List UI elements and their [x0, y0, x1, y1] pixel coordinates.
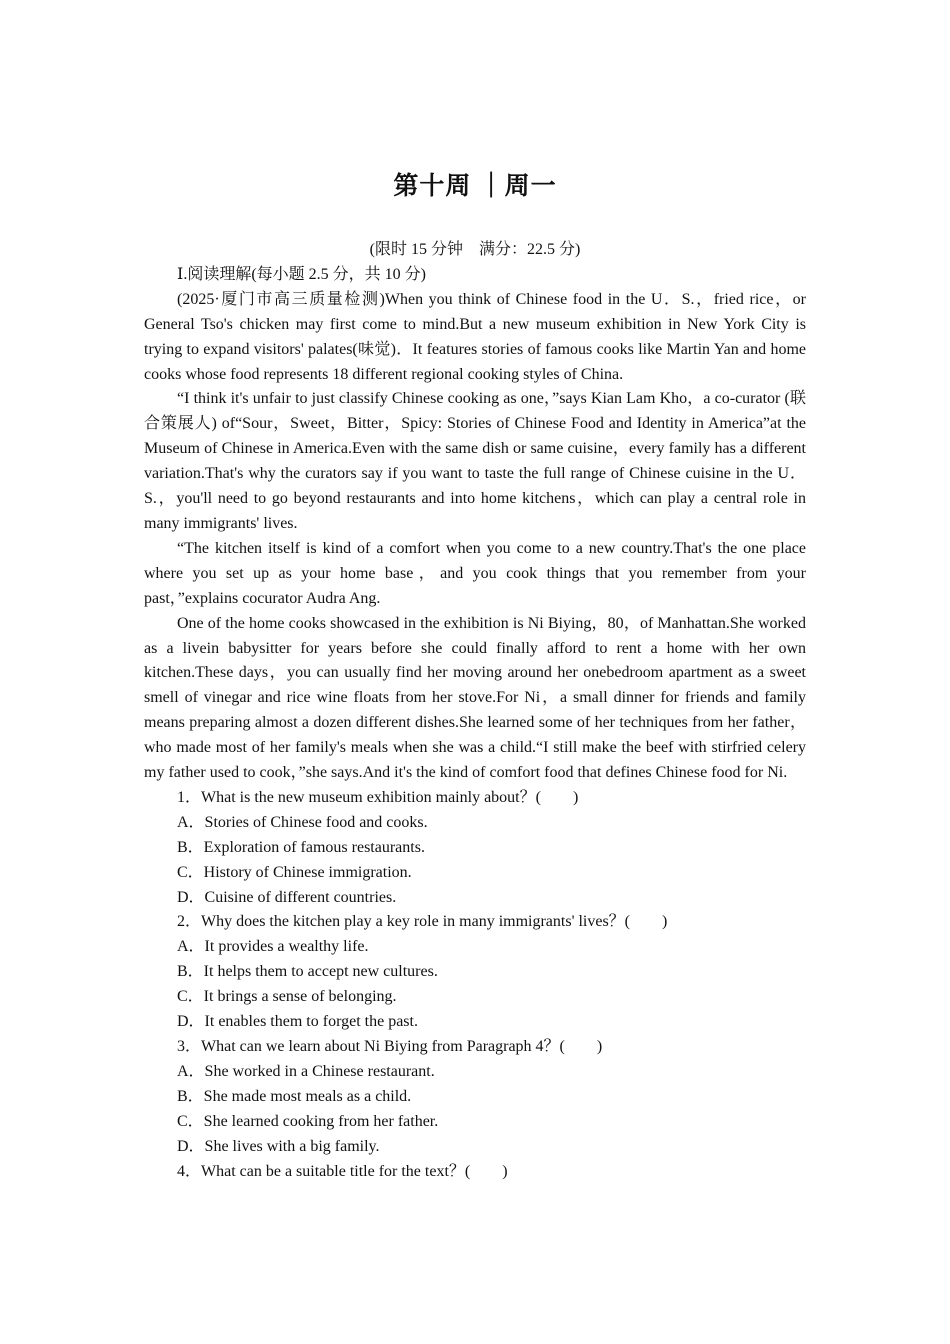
question-4 — [144, 1160, 806, 1185]
answer-option-d: D．Cuisine of different countries. — [177, 888, 397, 906]
question-stem: 4．What can be a suitable title for the text？( ) — [177, 1162, 508, 1180]
time-limit-line: (限时 15 分钟 满分：22.5 分) — [369, 241, 581, 258]
question-1 — [144, 786, 806, 911]
passage-paragraph: (2025·厦门市高三质量检测)When you think of Chinese food in the U．S.，fried rice，or General Tso's chicken may first come to mind.But a new museum exhibition in New York City is trying to expand visitors' palates(味觉)．It features stories of famous cooks like Martin Yan and home cooks whose food represents 18 different regional cooking styles of China. — [144, 290, 806, 383]
answer-option-a: A．It provides a wealthy life. — [177, 938, 369, 956]
question-3 — [144, 1035, 806, 1160]
answer-option-d: D．It enables them to forget the past. — [177, 1013, 418, 1031]
document-body — [144, 238, 806, 1184]
reading-passage — [144, 288, 806, 786]
question-stem: 3．What can we learn about Ni Biying from Paragraph 4？( ) — [177, 1038, 603, 1055]
answer-option-c: C．She learned cooking from her father. — [177, 1112, 439, 1130]
passage-paragraph: “I think it's unfair to just classify Chinese cooking as one，”says Kian Lam Kho，a co-curator (联合策展人) of“Sour，Sweet，Bitter，Spicy: Stories of Chinese Food and Identity in America”at the Museum of Chinese in America.Even with the same dish or same cuisine，every family has a different variation.That's why the curators say if you want to taste the full range of Chinese cuisine in the U．S.，you'll need to go beyond restaurants and into home kitchens，which can play a central role in many immigrants' lives. — [144, 390, 806, 532]
passage-paragraph: One of the home cooks showcased in the exhibition is Ni Biying，80，of Manhattan.She worked as a livein babysitter for years before she could finally afford to rent a home with her own kitchen.These days，you can usually find her moving around her onebedroom apartment as a sweet smell of vinegar and rice wine floats from her stove.For Ni，a small dinner for friends and family means preparing almost a dozen different dishes.She learned some of her techniques from her father，who made most of her family's meals when she was a child.“I still make the beef with stirfried celery my father used to cook，”she says.And it's the kind of comfort food that defines Chinese food for Ni. — [144, 614, 806, 782]
question-stem: 1．What is the new museum exhibition mainly about？( ) — [177, 788, 579, 806]
answer-option-a: A．She worked in a Chinese restaurant. — [177, 1062, 435, 1080]
answer-option-b: B．It helps them to accept new cultures. — [177, 963, 438, 981]
page-title: 第十周 ｜周一 — [393, 172, 557, 200]
answer-option-c: C．History of Chinese immigration. — [177, 863, 412, 881]
answer-option-c: C．It brings a sense of belonging. — [177, 988, 397, 1006]
answer-option-b: B．She made most meals as a child. — [177, 1087, 412, 1105]
question-2 — [144, 910, 806, 1035]
question-list — [144, 786, 806, 1185]
passage-paragraph: “The kitchen itself is kind of a comfort when you come to a new country.That's the one place where you set up as your home base，and you cook things that you remember from your past，”explains cocurator Audra Ang. — [144, 539, 806, 607]
question-stem: 2．Why does the kitchen play a key role in many immigrants' lives？( ) — [177, 913, 668, 931]
answer-option-b: B．Exploration of famous restaurants. — [177, 838, 425, 856]
answer-option-d: D．She lives with a big family. — [177, 1137, 380, 1155]
answer-option-a: A．Stories of Chinese food and cooks. — [177, 813, 428, 831]
section-heading: Ⅰ.阅读理解(每小题 2.5 分，共 10 分) — [177, 265, 426, 283]
